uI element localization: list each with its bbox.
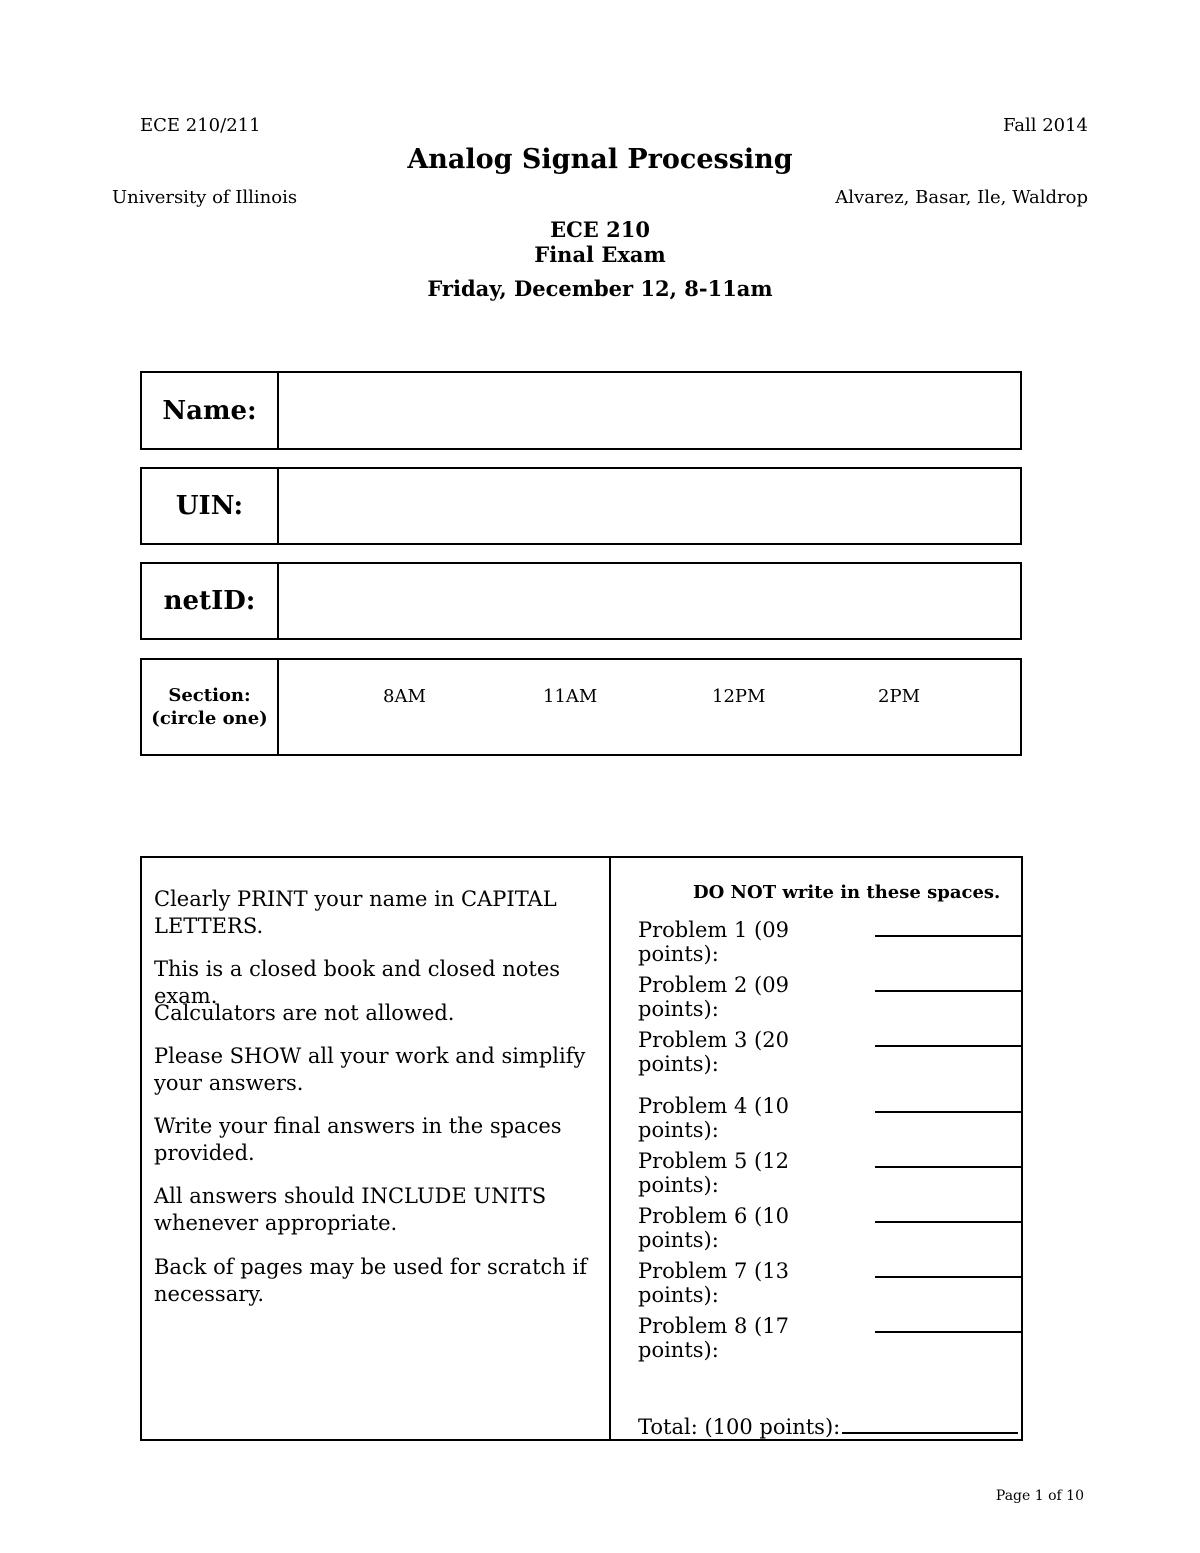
- problem-8-blank[interactable]: [875, 1330, 1021, 1333]
- uin-field[interactable]: [279, 469, 1020, 543]
- instruction-closed-book: This is a closed book and closed notes exam.: [154, 957, 561, 1008]
- page-number: Page 1 of 10: [995, 1488, 1084, 1504]
- problem-5-score: [638, 1149, 1021, 1197]
- name-field[interactable]: [279, 373, 1020, 448]
- course-code: ECE 210/211: [140, 115, 261, 136]
- instruction-final-answers: Write your final answers in the spaces provided.: [154, 1114, 562, 1165]
- uin-label: UIN:: [142, 469, 279, 543]
- instructors: Alvarez, Basar, Ile, Waldrop: [835, 187, 1088, 208]
- problem-7-score: [638, 1259, 1021, 1307]
- problem-3-label: Problem 3 (20 points):: [638, 1028, 789, 1076]
- netid-label: netID:: [142, 564, 279, 638]
- netid-box: [140, 562, 1022, 640]
- instructions-grading-table: [140, 856, 1023, 1441]
- section-option-11am[interactable]: 11AM: [543, 686, 598, 707]
- problem-3-blank[interactable]: [875, 1044, 1021, 1047]
- instruction-show-work: Please SHOW all your work and simplify your answers.: [154, 1044, 586, 1095]
- problem-2-score: [638, 973, 1021, 1021]
- name-label: Name:: [142, 373, 279, 448]
- term: Fall 2014: [1002, 115, 1088, 136]
- name-box: [140, 371, 1022, 450]
- instruction-scratch: Back of pages may be used for scratch if necessary.: [154, 1255, 587, 1306]
- problem-6-label: Problem 6 (10 points):: [638, 1204, 789, 1252]
- exam-date: Friday, December 12, 8-11am: [427, 276, 773, 301]
- problem-6-score: [638, 1204, 1021, 1252]
- do-not-write-heading: DO NOT write in these spaces.: [693, 882, 1001, 903]
- problem-7-label: Problem 7 (13 points):: [638, 1259, 789, 1307]
- problem-6-blank[interactable]: [875, 1220, 1021, 1223]
- problem-1-blank[interactable]: [875, 934, 1021, 937]
- problem-8-score: [638, 1314, 1021, 1362]
- section-label-line2: (circle one): [151, 708, 268, 729]
- section-option-12pm[interactable]: 12PM: [712, 686, 766, 707]
- problem-4-score: [638, 1094, 1021, 1142]
- section-label: [142, 660, 279, 754]
- section-option-2pm[interactable]: 2PM: [878, 686, 920, 707]
- section-options: [279, 660, 1020, 754]
- problem-1-score: [638, 918, 1021, 966]
- table-divider: [609, 858, 611, 1439]
- page-title: Analog Signal Processing: [407, 144, 793, 175]
- problem-4-label: Problem 4 (10 points):: [638, 1094, 789, 1142]
- problem-3-score: [638, 1028, 1021, 1076]
- problem-2-label: Problem 2 (09 points):: [638, 973, 789, 1021]
- section-option-8am[interactable]: 8AM: [383, 686, 426, 707]
- total-score: [638, 1415, 1018, 1439]
- problem-7-blank[interactable]: [875, 1275, 1021, 1278]
- problem-8-label: Problem 8 (17 points):: [638, 1314, 789, 1362]
- problem-2-blank[interactable]: [875, 989, 1021, 992]
- netid-field[interactable]: [279, 564, 1020, 638]
- problem-4-blank[interactable]: [875, 1110, 1021, 1113]
- instruction-units: All answers should INCLUDE UNITS whenever appropriate.: [154, 1184, 547, 1235]
- section-box: [140, 658, 1022, 756]
- total-blank[interactable]: [842, 1431, 1018, 1434]
- university: University of Illinois: [112, 187, 298, 208]
- exam-course: ECE 210: [550, 217, 650, 242]
- problem-5-label: Problem 5 (12 points):: [638, 1149, 789, 1197]
- total-label: Total: (100 points):: [638, 1415, 841, 1439]
- exam-name: Final Exam: [534, 242, 666, 267]
- uin-box: [140, 467, 1022, 545]
- section-label-line1: Section:: [168, 685, 251, 706]
- problem-5-blank[interactable]: [875, 1165, 1021, 1168]
- instruction-print-name: Clearly PRINT your name in CAPITAL LETTERS.: [154, 887, 557, 938]
- problem-1-label: Problem 1 (09 points):: [638, 918, 789, 966]
- instruction-calculators: Calculators are not allowed.: [154, 1001, 455, 1025]
